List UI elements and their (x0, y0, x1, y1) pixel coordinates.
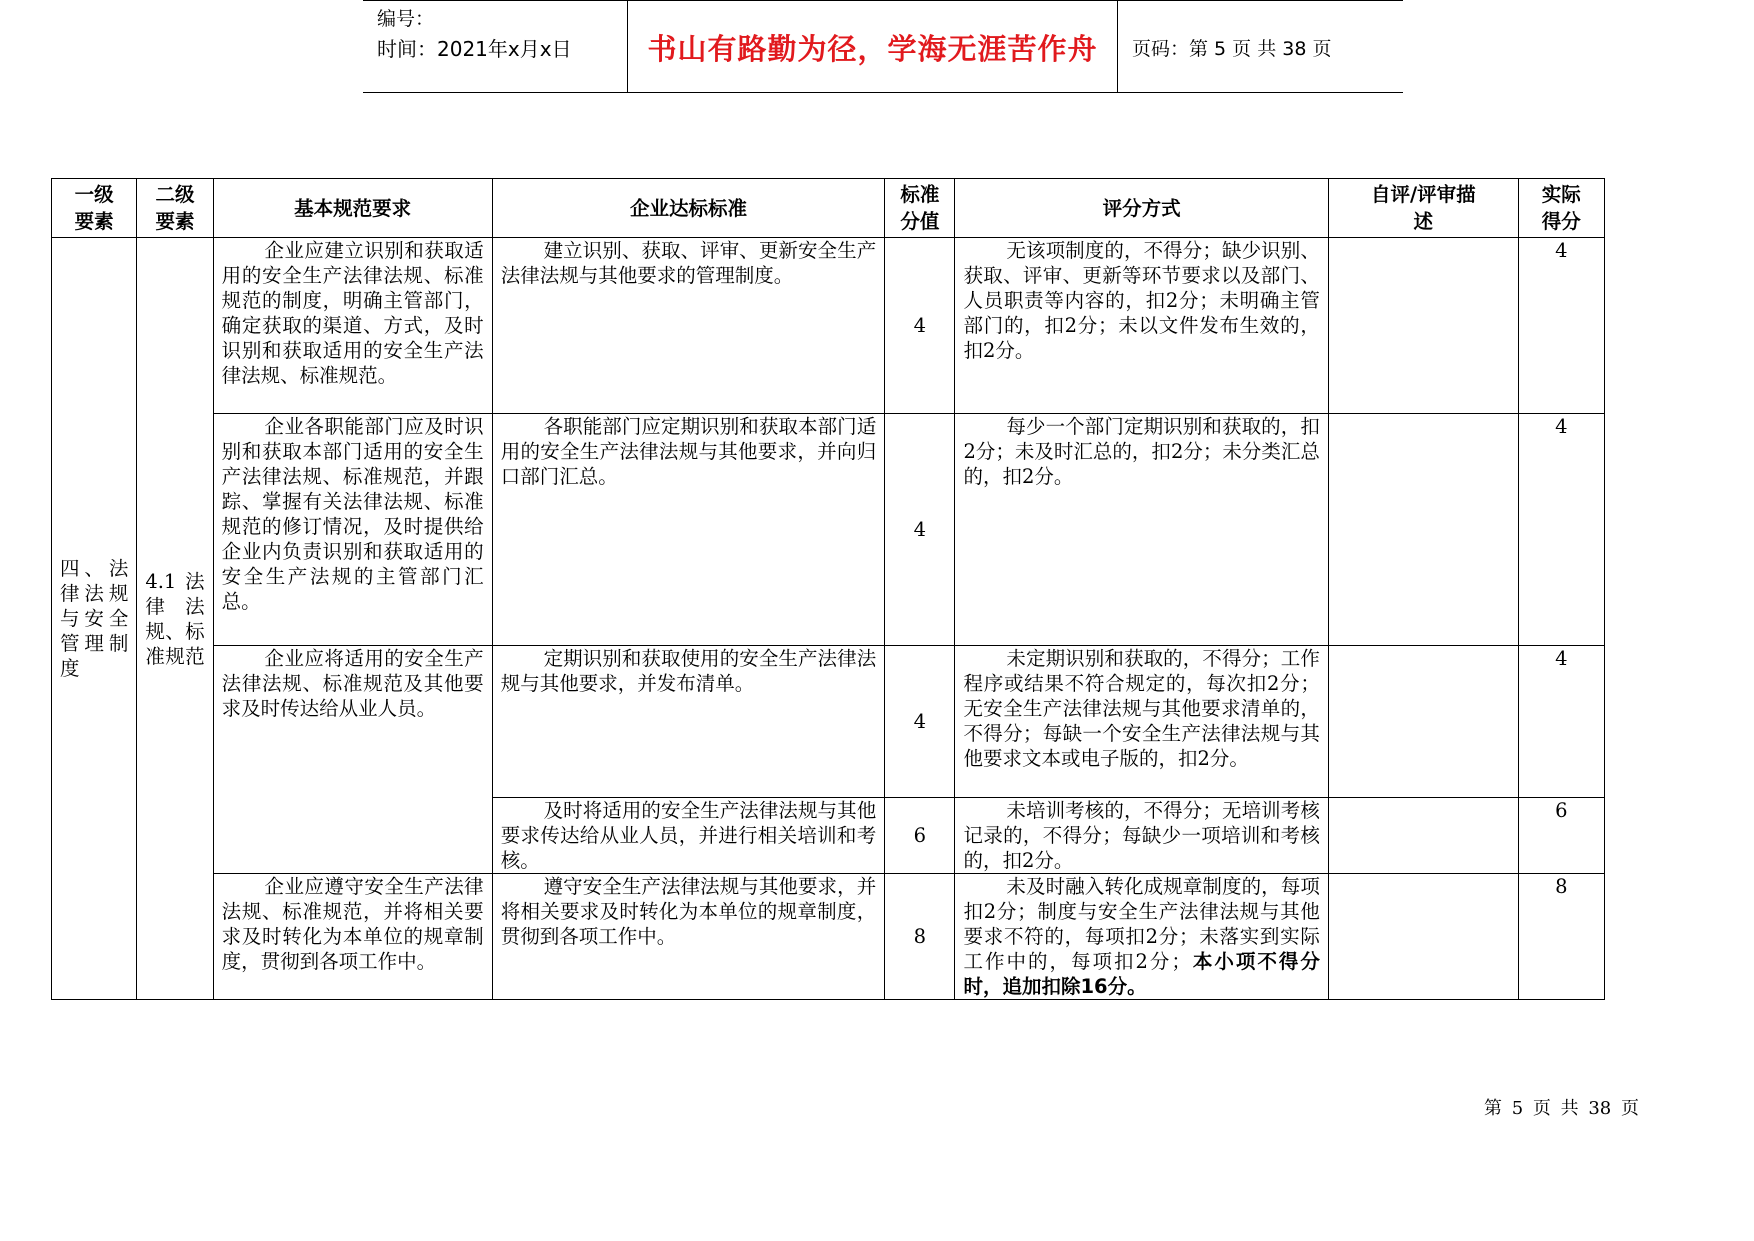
page-header (363, 0, 1403, 93)
standard-cell: 及时将适用的安全生产法律法规与其他要求传达给从业人员，并进行相关培训和考核。 (492, 798, 885, 874)
requirement-cell: 企业应遵守安全生产法律法规、标准规范，并将相关要求及时转化为本单位的规章制度，贯彻到各项工作中。 (213, 874, 492, 1000)
description-cell (1328, 238, 1518, 414)
requirement-cell: 企业应将适用的安全生产法律法规、标准规范及其他要求及时传达给从业人员。 (213, 646, 492, 874)
col-header-level1: 一级要素 (52, 179, 137, 238)
description-cell (1328, 874, 1518, 1000)
actual-score-cell: 4 (1518, 238, 1604, 414)
actual-score-cell: 4 (1518, 414, 1604, 646)
actual-score-cell: 6 (1518, 798, 1604, 874)
col-header-standard: 企业达标标准 (492, 179, 885, 238)
motto-text: 书山有路勤为径，学海无涯苦作舟 (647, 31, 1098, 66)
standard-cell: 定期识别和获取使用的安全生产法律法规与其他要求，并发布清单。 (492, 646, 885, 798)
method-cell: 无该项制度的，不得分；缺少识别、获取、评审、更新等环节要求以及部门、人员职责等内容的，扣2分；未明确主管部门的，扣2分；未以文件发布生效的，扣2分。 (955, 238, 1328, 414)
method-cell (955, 874, 1328, 1000)
level2-cell: 4.1 法律法规、标准规范 (137, 238, 213, 1000)
score-cell: 4 (885, 414, 955, 646)
level1-cell: 四、法律法规与安全管理制度 (52, 238, 137, 1000)
col-header-actual: 实际得分 (1518, 179, 1604, 238)
col-header-requirement: 基本规范要求 (213, 179, 492, 238)
score-cell: 6 (885, 798, 955, 874)
table-row (52, 414, 1605, 646)
col-header-score: 标准分值 (885, 179, 955, 238)
description-cell (1328, 798, 1518, 874)
table-header-row (52, 179, 1605, 238)
score-cell: 4 (885, 238, 955, 414)
col-header-level2: 二级要素 (137, 179, 213, 238)
description-cell (1328, 414, 1518, 646)
col-header-description: 自评/评审描 述 (1328, 179, 1518, 238)
header-meta-cell (363, 1, 628, 93)
method-cell: 每少一个部门定期识别和获取的，扣2分；未及时汇总的，扣2分；未分类汇总的，扣2分。 (955, 414, 1328, 646)
table-row (52, 646, 1605, 798)
method-bold-note: 本小项不得分时，追加扣除16分。 (963, 950, 1320, 998)
page-footer: 第 5 页 共 38 页 (1484, 1098, 1639, 1119)
standard-cell: 各职能部门应定期识别和获取本部门适用的安全生产法律法规与其他要求，并向归口部门汇总。 (492, 414, 885, 646)
header-page-cell (1118, 1, 1403, 93)
actual-score-cell: 8 (1518, 874, 1604, 1000)
method-cell: 未培训考核的，不得分；无培训考核记录的，不得分；每缺少一项培训和考核的，扣2分。 (955, 798, 1328, 874)
table-row (52, 238, 1605, 414)
standard-cell: 建立识别、获取、评审、更新安全生产法律法规与其他要求的管理制度。 (492, 238, 885, 414)
table-row (52, 874, 1605, 1000)
date-label: 时间：2021年x月x日 (377, 37, 572, 61)
method-text: 未及时融入转化成规章制度的，每项扣2分；制度与安全生产法律法规与其他要求不符的，每项扣2分；未落实到实际工作中的，每项扣2分； (963, 875, 1320, 973)
score-cell: 4 (885, 646, 955, 798)
description-cell (1328, 646, 1518, 798)
requirement-cell: 企业应建立识别和获取适用的安全生产法律法规、标准规范的制度，明确主管部门，确定获取的渠道、方式，及时识别和获取适用的安全生产法律法规、标准规范。 (213, 238, 492, 414)
method-cell: 未定期识别和获取的，不得分；工作程序或结果不符合规定的，每次扣2分；无安全生产法律法规与其他要求清单的，不得分；每缺一个安全生产法律法规与其他要求文本或电子版的，扣2分。 (955, 646, 1328, 798)
score-cell: 8 (885, 874, 955, 1000)
header-page-label: 页码：第 5 页 共 38 页 (1132, 37, 1332, 60)
serial-label: 编号： (377, 8, 435, 30)
standard-cell: 遵守安全生产法律法规与其他要求，并将相关要求及时转化为本单位的规章制度，贯彻到各项工作中。 (492, 874, 885, 1000)
actual-score-cell: 4 (1518, 646, 1604, 798)
requirement-cell: 企业各职能部门应及时识别和获取本部门适用的安全生产法律法规、标准规范，并跟踪、掌握有关法律法规、标准规范的修订情况，及时提供给企业内负责识别和获取适用的安全生产法规的主管部门汇总。 (213, 414, 492, 646)
standards-table (51, 178, 1605, 1000)
header-motto-cell (628, 1, 1118, 93)
col-header-method: 评分方式 (955, 179, 1328, 238)
